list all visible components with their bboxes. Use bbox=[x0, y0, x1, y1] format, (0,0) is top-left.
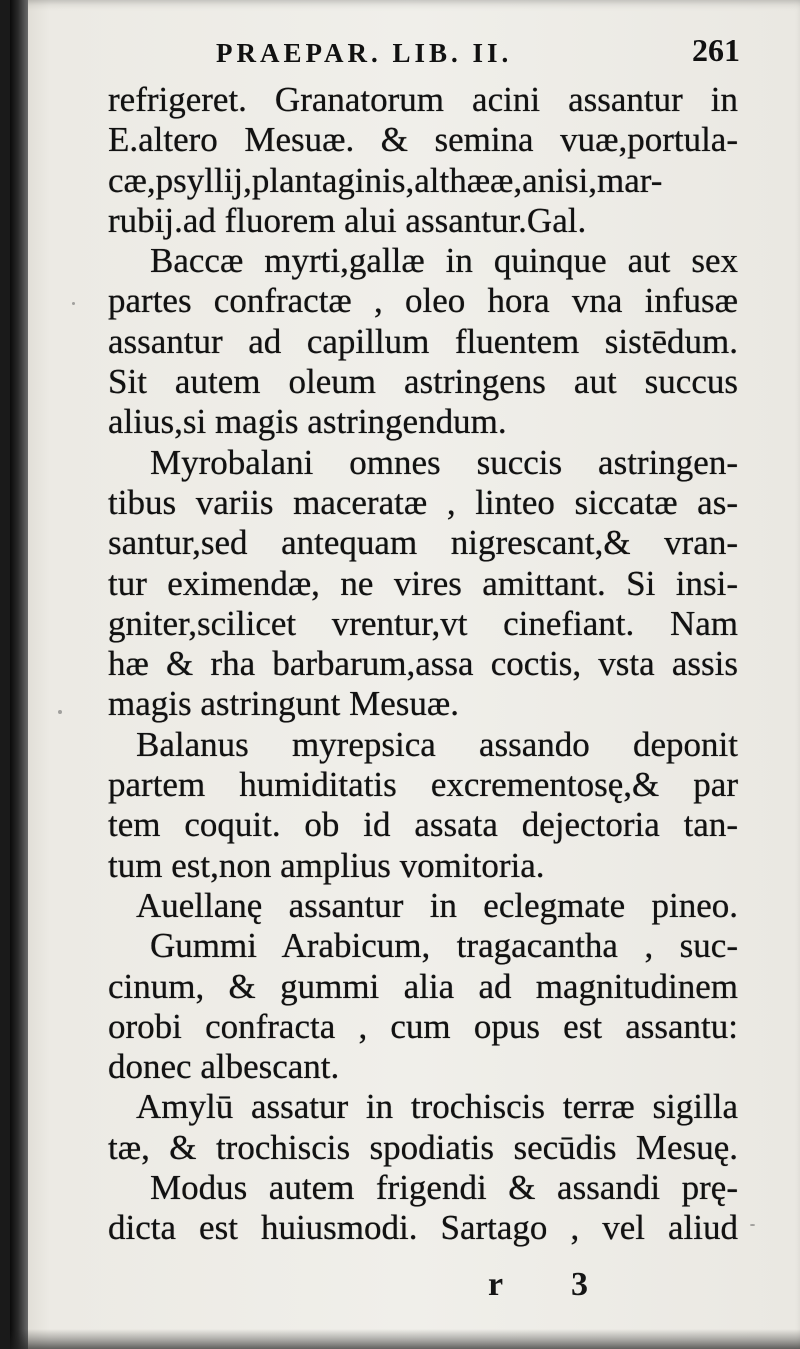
text-line: partem humiditatis excrementosę,& par bbox=[108, 765, 738, 805]
text-line: tibus variis maceratæ , linteo siccatæ as- bbox=[108, 482, 738, 522]
text-line: rubij.ad fluorem alui assantur.Gal. bbox=[108, 200, 587, 240]
text-line: cæ,psyllij,plantaginis,althææ,anisi,mar- bbox=[108, 160, 663, 200]
text-line: Auellanę assantur in eclegmate pineo. bbox=[136, 885, 738, 925]
page-header bbox=[216, 32, 740, 72]
text-line: Sit autem oleum astringens aut succus bbox=[108, 362, 738, 402]
text-line: Myrobalani omnes succis astringen- bbox=[150, 442, 738, 482]
text-line: Balanus myrepsica assando deponit bbox=[136, 724, 738, 764]
text-line: alius,si magis astringendum. bbox=[108, 402, 507, 442]
text-line: tem coquit. ob id assata dejectoria tan- bbox=[108, 805, 738, 845]
text-line: dicta est huiusmodi. Sartago , vel aliud bbox=[108, 1208, 738, 1248]
text-line: Modus autem frigendi & assandi prę- bbox=[150, 1168, 738, 1208]
paper-speck bbox=[750, 1224, 755, 1226]
text-line: orobi confracta , cum opus est assantu: bbox=[108, 1006, 738, 1046]
paper-speck bbox=[72, 302, 75, 305]
text-line: hæ & rha barbarum,assa coctis, vsta assis bbox=[108, 644, 738, 684]
text-line: santur,sed antequam nigrescant,& vran- bbox=[108, 523, 738, 563]
text-line: Baccæ myrti,gallæ in quinque aut sex bbox=[150, 241, 738, 281]
text-line: tur eximendæ, ne vires amittant. Si insi- bbox=[108, 563, 738, 603]
text-line: tæ, & trochiscis spodiatis secūdis Mesuę. bbox=[108, 1127, 738, 1167]
text-line: magis astringunt Mesuæ. bbox=[108, 684, 459, 724]
text-line: gniter,scilicet vrentur,vt cinefiant. Nam bbox=[108, 603, 738, 643]
paper-speck bbox=[58, 710, 62, 714]
page-number: 261 bbox=[692, 32, 740, 68]
text-line: cinum, & gummi alia ad magnitudinem bbox=[108, 966, 738, 1006]
book-page bbox=[10, 0, 800, 1349]
text-line: E.altero Mesuæ. & semina vuæ,portula- bbox=[108, 120, 738, 160]
text-line: refrigeret. Granatorum acini assantur in bbox=[108, 80, 738, 119]
page-gutter-shadow bbox=[10, 0, 28, 1349]
text-line: assantur ad capillum fluentem sistēdum. bbox=[108, 321, 738, 361]
text-line: partes confractæ , oleo hora vna infusæ bbox=[108, 281, 738, 321]
page-bottom-shadow bbox=[10, 1329, 800, 1349]
text-line: donec albescant. bbox=[108, 1047, 340, 1087]
text-line: Gummi Arabicum, tragacantha , suc- bbox=[150, 926, 738, 966]
text-line: tum est,non amplius vomitoria. bbox=[108, 845, 545, 885]
text-line: Amylū assatur in trochiscis terræ sigilla bbox=[136, 1087, 738, 1127]
signature-mark: r 3 bbox=[488, 1266, 618, 1303]
running-head: PRAEPAR. LIB. II. bbox=[216, 38, 513, 68]
body-text bbox=[108, 80, 738, 1249]
